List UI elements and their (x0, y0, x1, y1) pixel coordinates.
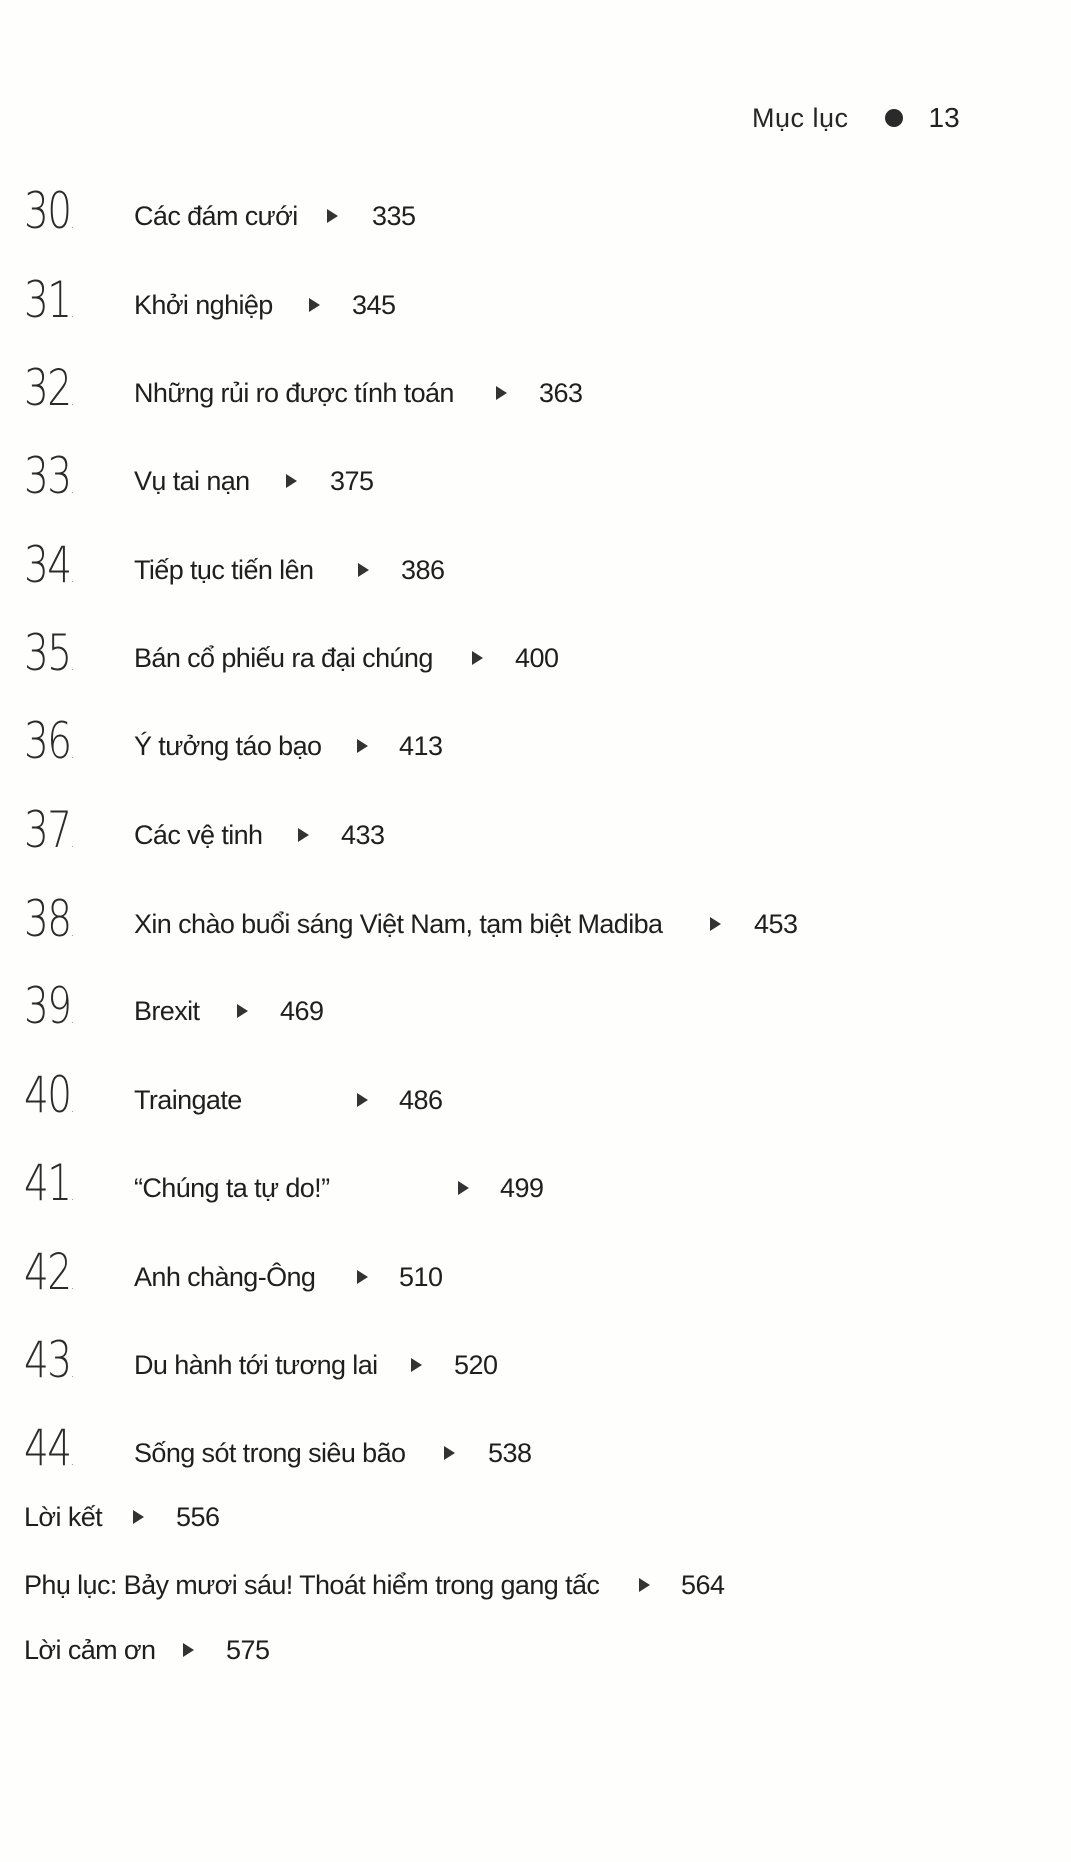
running-head (752, 98, 960, 138)
chapter-number: 35. (24, 624, 73, 682)
arrow-right-icon (327, 209, 338, 223)
chapter-title[interactable]: Sống sót trong siêu bão (134, 1438, 406, 1468)
chapter-title[interactable]: Tiếp tục tiến lên (134, 555, 314, 585)
chapter-page[interactable]: 486 (399, 1085, 443, 1115)
chapter-page[interactable]: 345 (352, 290, 396, 320)
chapter-page[interactable]: 386 (401, 555, 445, 585)
chapter-title[interactable]: Vụ tai nạn (134, 466, 250, 496)
page-number: 13 (928, 102, 960, 133)
arrow-right-icon (357, 1270, 368, 1284)
back-matter-title[interactable]: Phụ lục: Bảy mươi sáu! Thoát hiểm trong gang tấc (24, 1570, 600, 1600)
back-matter-title[interactable]: Lời cảm ơn (24, 1635, 156, 1665)
chapter-number: 32. (24, 359, 73, 417)
arrow-right-icon (411, 1358, 422, 1372)
toc-entry[interactable] (0, 979, 1071, 1039)
arrow-right-icon (710, 917, 721, 931)
chapter-title[interactable]: Khởi nghiệp (134, 290, 273, 320)
chapter-number: 39. (24, 977, 73, 1035)
chapter-number: 44. (24, 1419, 73, 1477)
chapter-title[interactable]: Xin chào buổi sáng Việt Nam, tạm biệt Madiba (134, 909, 663, 939)
chapter-number: 33. (24, 447, 73, 505)
chapter-title[interactable]: Du hành tới tương lai (134, 1350, 378, 1380)
chapter-number: 30. (24, 182, 73, 240)
chapter-page[interactable]: 510 (399, 1262, 443, 1292)
toc-entry[interactable] (0, 361, 1071, 421)
toc-entry[interactable] (0, 273, 1071, 333)
chapter-number: 42. (24, 1243, 73, 1301)
back-matter-title[interactable]: Lời kết (24, 1502, 103, 1532)
back-matter-page[interactable]: 556 (176, 1502, 220, 1532)
arrow-right-icon (286, 474, 297, 488)
chapter-page[interactable]: 363 (539, 378, 583, 408)
chapter-number: 38. (24, 890, 73, 948)
chapter-page[interactable]: 375 (330, 466, 374, 496)
chapter-title[interactable]: “Chúng ta tự do!” (134, 1173, 330, 1203)
arrow-right-icon (357, 1093, 368, 1107)
toc-entry[interactable] (0, 1333, 1071, 1393)
chapter-number: 37. (24, 801, 73, 859)
chapter-page[interactable]: 520 (454, 1350, 498, 1380)
arrow-right-icon (298, 828, 309, 842)
toc-entry[interactable] (0, 1068, 1071, 1128)
toc-entry[interactable] (0, 1421, 1071, 1481)
arrow-right-icon (237, 1004, 248, 1018)
chapter-number: 31. (24, 271, 73, 329)
chapter-number: 36. (24, 712, 73, 770)
arrow-right-icon (639, 1578, 650, 1592)
chapter-page[interactable]: 499 (500, 1173, 544, 1203)
toc-entry-back-matter[interactable] (0, 1485, 1071, 1545)
arrow-right-icon (357, 739, 368, 753)
chapter-title[interactable]: Anh chàng-Ông (134, 1262, 316, 1292)
chapter-number: 40. (24, 1066, 73, 1124)
chapter-title[interactable]: Các vệ tinh (134, 820, 263, 850)
arrow-right-icon (472, 651, 483, 665)
arrow-right-icon (444, 1446, 455, 1460)
arrow-right-icon (496, 386, 507, 400)
chapter-title[interactable]: Các đám cưới (134, 201, 298, 231)
chapter-title[interactable]: Brexit (134, 996, 200, 1026)
chapter-page[interactable]: 538 (488, 1438, 532, 1468)
arrow-right-icon (358, 563, 369, 577)
chapter-title[interactable]: Những rủi ro được tính toán (134, 378, 454, 408)
chapter-number: 34. (24, 536, 73, 594)
chapter-page[interactable]: 433 (341, 820, 385, 850)
toc-entry[interactable] (0, 538, 1071, 598)
chapter-number: 43. (24, 1331, 73, 1389)
toc-entry[interactable] (0, 1156, 1071, 1216)
chapter-number: 41. (24, 1154, 73, 1212)
chapter-page[interactable]: 335 (372, 201, 416, 231)
chapter-page[interactable]: 400 (515, 643, 559, 673)
chapter-title[interactable]: Traingate (134, 1085, 242, 1115)
chapter-title[interactable]: Ý tưởng táo bạo (134, 731, 322, 761)
arrow-right-icon (309, 298, 320, 312)
toc-entry[interactable] (0, 1245, 1071, 1305)
running-head-title: Mục lục (752, 102, 849, 133)
toc-entry-back-matter[interactable] (0, 1618, 1071, 1678)
arrow-right-icon (458, 1181, 469, 1195)
toc-entry[interactable] (0, 626, 1071, 686)
toc-entry-back-matter[interactable] (0, 1553, 1071, 1613)
arrow-right-icon (183, 1643, 194, 1657)
arrow-right-icon (133, 1510, 144, 1524)
toc-entry[interactable] (0, 184, 1071, 244)
back-matter-page[interactable]: 575 (226, 1635, 270, 1665)
toc-entry[interactable] (0, 803, 1071, 863)
chapter-page[interactable]: 413 (399, 731, 443, 761)
chapter-title[interactable]: Bán cổ phiếu ra đại chúng (134, 643, 433, 673)
toc-entry[interactable] (0, 714, 1071, 774)
toc-entry[interactable] (0, 449, 1071, 509)
toc-entry[interactable] (0, 892, 1071, 952)
bullet-dot-icon (885, 109, 903, 127)
chapter-page[interactable]: 469 (280, 996, 324, 1026)
chapter-page[interactable]: 453 (754, 909, 798, 939)
back-matter-page[interactable]: 564 (681, 1570, 725, 1600)
